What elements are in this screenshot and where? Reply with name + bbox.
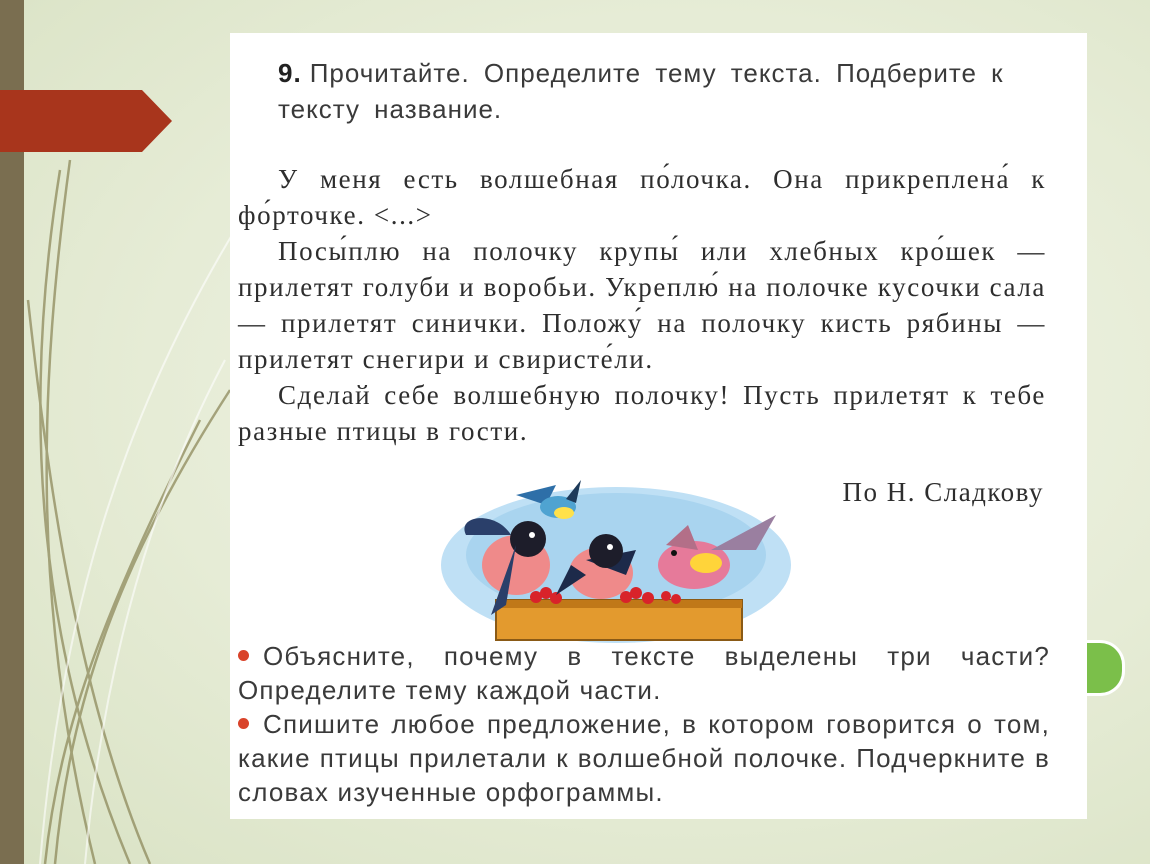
question-item: Спишите любое предложение, в котором говорится о том, какие птицы прилетали к волшебной полочке. Подчеркните в словах изученные орфограммы. <box>238 709 1050 807</box>
task-text: Прочитайте. Определите тему текста. Подберите к тексту название. <box>278 58 1004 124</box>
story-text <box>238 161 1046 449</box>
task-instruction <box>278 55 1048 127</box>
story-paragraph: Посы́плю на полочку крупы́ или хлебных кро́шек — прилетят голуби и воробьи. Укреплю́ на полочке кусочки сала — прилетят синички. Положу́ на полочку кисть рябины — прилетят снегири и свиристе́ли. <box>238 236 1046 374</box>
arrow-tab-decoration <box>0 90 172 152</box>
task-number: 9. <box>278 58 302 88</box>
bullet-icon <box>238 718 249 729</box>
story-paragraph: Сделай себе волшебную полочку! Пусть прилетят к тебе разные птицы в гости. <box>238 380 1046 446</box>
bullet-icon <box>238 650 249 661</box>
questions-block <box>238 639 1050 809</box>
birds-on-feeder-illustration <box>436 455 796 645</box>
edge-green-circle <box>1082 640 1125 696</box>
question-item: Объясните, почему в тексте выделены три части? Определите тему каждой части. <box>238 641 1050 705</box>
story-author: По Н. Сладкову <box>842 477 1044 507</box>
story-paragraph: У меня есть волшебная по́лочка. Она прикреплена́ к фо́рточке. <...> <box>238 164 1046 230</box>
textbook-page <box>230 33 1087 819</box>
